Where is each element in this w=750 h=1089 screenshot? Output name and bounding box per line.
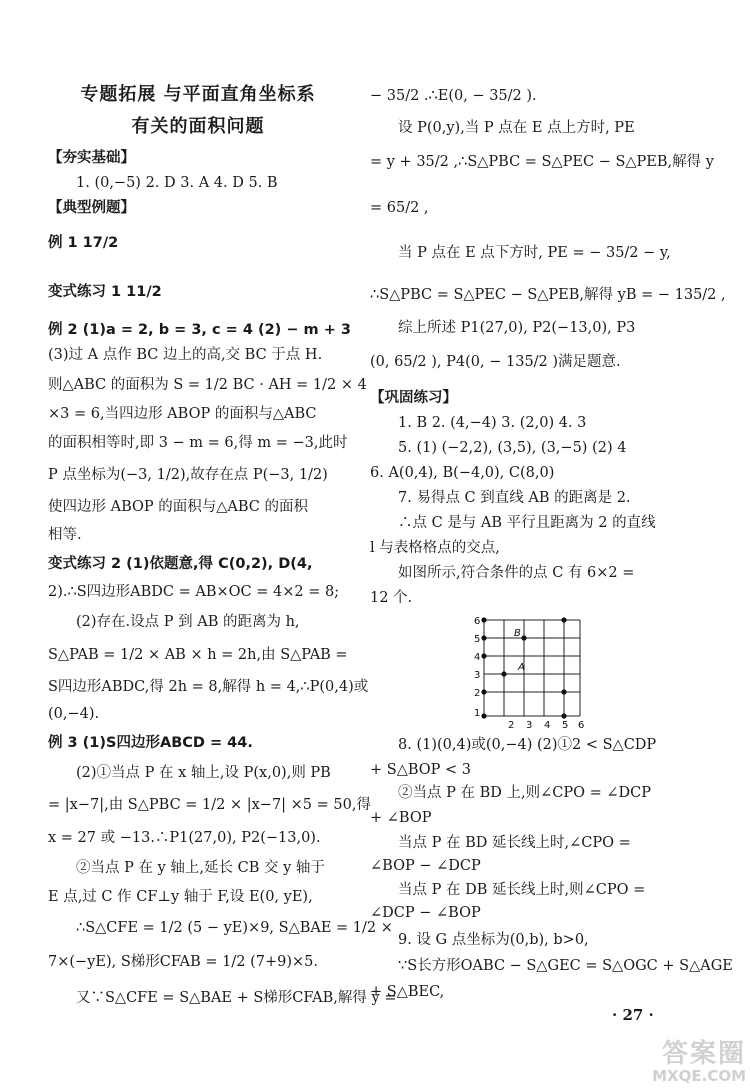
- answer-line: ②当点 P 在 y 轴上,延长 CB 交 y 轴于: [76, 860, 325, 876]
- page-number: · 27 ·: [612, 1006, 654, 1024]
- answer-line: (3)过 A 点作 BC 边上的高,交 BC 于点 H.: [48, 347, 323, 363]
- answer-line: S四边形ABDC,得 2h = 8,解得 h = 4,∴P(0,4)或: [48, 679, 369, 695]
- example-2: 例 2 (1)a = 2, b = 3, c = 4 (2) − m + 3: [48, 322, 351, 338]
- point-label-b: B: [514, 628, 521, 639]
- answer-line: 使四边形 ABOP 的面积与△ABC 的面积: [48, 499, 309, 515]
- y-tick-label: 5: [474, 634, 481, 645]
- answer-line: 又∵S△CFE = S△BAE + S梯形CFAB,解得 y =: [76, 990, 397, 1006]
- answer-line: + S△BOP < 3: [370, 762, 472, 778]
- grid-point: [561, 713, 566, 718]
- answer-line: + ∠BOP: [370, 810, 432, 826]
- example-1: 例 1 17/2: [48, 235, 119, 251]
- answer-line: 2).∴S四边形ABDC = AB×OC = 4×2 = 8;: [48, 584, 340, 600]
- y-tick-label: 4: [474, 652, 481, 663]
- example-3: 例 3 (1)S四边形ABCD = 44.: [48, 735, 253, 751]
- answer-line: 6. A(0,4), B(−4,0), C(8,0): [370, 465, 555, 481]
- answer-line: 1. B 2. (4,−4) 3. (2,0) 4. 3: [398, 415, 587, 431]
- answer-line: (0,−4).: [48, 706, 100, 722]
- grid-point: [561, 689, 566, 694]
- answer-line: ×3 = 6,当四边形 ABOP 的面积与△ABC: [48, 406, 317, 422]
- answer-line: 1. (0,−5) 2. D 3. A 4. D 5. B: [76, 175, 278, 191]
- answer-line: 当 P 点在 E 点下方时, PE = − 35/2 − y,: [398, 245, 671, 261]
- x-tick-label: 3: [526, 720, 533, 730]
- answer-line: E 点,过 C 作 CF⊥y 轴于 F,设 E(0, yE),: [48, 889, 313, 905]
- page-title-line2: 有关的面积问题: [131, 116, 265, 137]
- answer-line: = 65/2 ,: [370, 200, 429, 216]
- answer-line: S△PAB = 1/2 × AB × h = 2h,由 S△PAB =: [48, 647, 348, 663]
- watermark-logo: [652, 1039, 746, 1087]
- answer-line: ∴S△PBC = S△PEC − S△PEB,解得 yB = − 135/2 ,: [370, 287, 726, 303]
- answer-line: ②当点 P 在 BD 上,则∠CPO = ∠DCP: [398, 785, 651, 801]
- answer-line: − 35/2 .∴E(0, − 35/2 ).: [370, 88, 537, 104]
- answer-line: = |x−7|,由 S△PBC = 1/2 × |x−7| ×5 = 50,得: [48, 797, 371, 813]
- x-tick-label: 5: [562, 720, 569, 730]
- answer-line: (2)①当点 P 在 x 轴上,设 P(x,0),则 PB: [76, 765, 331, 781]
- answer-line: 7×(−yE), S梯形CFAB = 1/2 (7+9)×5.: [48, 954, 318, 970]
- answer-line: 12 个.: [370, 590, 413, 606]
- answer-line: P 点坐标为(−3, 1/2),故存在点 P(−3, 1/2): [48, 467, 328, 483]
- answer-line: + S△BEC,: [370, 984, 445, 1000]
- answer-line: 相等.: [48, 527, 82, 543]
- answer-line: ∵S长方形OABC − S△GEC = S△OGC + S△AGE: [398, 958, 733, 974]
- answer-line: 设 P(0,y),当 P 点在 E 点上方时, PE: [398, 120, 635, 136]
- grid-point: [561, 617, 566, 622]
- answer-line: ∴点 C 是与 AB 平行且距离为 2 的直线: [398, 515, 656, 531]
- y-tick-label: 6: [474, 616, 481, 627]
- answer-line: l 与表格格点的交点,: [370, 540, 500, 556]
- answer-line: (2)存在.设点 P 到 AB 的距离为 h,: [76, 614, 300, 630]
- answer-line: 则△ABC 的面积为 S = 1/2 BC · AH = 1/2 × 4: [48, 377, 367, 393]
- x-tick-label: 4: [544, 720, 551, 730]
- section-heading-consolidation: 【巩固练习】: [370, 390, 457, 406]
- answer-line: (0, 65/2 ), P4(0, − 135/2 )满足题意.: [370, 354, 621, 370]
- answer-line: ∴S△CFE = 1/2 (5 − yE)×9, S△BAE = 1/2 ×: [76, 920, 393, 936]
- y-tick-label: 2: [474, 688, 481, 699]
- grid-point: [501, 671, 506, 676]
- answer-line: 7. 易得点 C 到直线 AB 的距离是 2.: [398, 490, 631, 506]
- answer-line: = y + 35/2 ,∴S△PBC = S△PEC − S△PEB,解得 y: [370, 154, 714, 170]
- page-title-line1: 专题拓展 与平面直角坐标系: [80, 84, 316, 105]
- answer-line: x = 27 或 −13.∴P1(27,0), P2(−13,0).: [48, 830, 321, 846]
- answer-line: 5. (1) (−2,2), (3,5), (3,−5) (2) 4: [398, 440, 627, 456]
- answer-line: 综上所述 P1(27,0), P2(−13,0), P3: [398, 320, 636, 336]
- answer-line: 8. (1)(0,4)或(0,−4) (2)①2 < S△CDP: [398, 737, 657, 753]
- answer-line: ∠DCP − ∠BOP: [370, 905, 481, 921]
- grid-point: [521, 635, 526, 640]
- answer-line: 的面积相等时,即 3 − m = 6,得 m = −3,此时: [48, 435, 348, 451]
- point-label-a: A: [518, 662, 525, 673]
- variant-exercise-1: 变式练习 1 11/2: [48, 284, 162, 300]
- section-heading-examples: 【典型例题】: [48, 200, 135, 216]
- grid-point: [481, 617, 486, 622]
- answer-line: 如图所示,符合条件的点 C 有 6×2 =: [398, 565, 635, 581]
- x-tick-label: 6: [578, 720, 585, 730]
- answer-line: 当点 P 在 DB 延长线上时,则∠CPO =: [398, 882, 646, 898]
- y-tick-label: 1: [474, 708, 481, 719]
- answer-line: 9. 设 G 点坐标为(0,b), b>0,: [398, 932, 589, 948]
- y-tick-label: 3: [474, 670, 481, 681]
- answer-line: 当点 P 在 BD 延长线上时,∠CPO =: [398, 835, 631, 851]
- grid-figure: [474, 612, 590, 730]
- grid-point: [481, 653, 486, 658]
- section-heading-basics: 【夯实基础】: [48, 150, 135, 166]
- watermark-url: MXQE.COM: [652, 1067, 746, 1085]
- grid-point: [481, 635, 486, 640]
- grid-point: [481, 689, 486, 694]
- answer-line: ∠BOP − ∠DCP: [370, 858, 481, 874]
- grid-point: [481, 713, 486, 718]
- x-tick-label: 2: [508, 720, 515, 730]
- variant-exercise-2: 变式练习 2 (1)依题意,得 C(0,2), D(4,: [48, 556, 313, 572]
- watermark-text: 答案圈: [661, 1039, 746, 1069]
